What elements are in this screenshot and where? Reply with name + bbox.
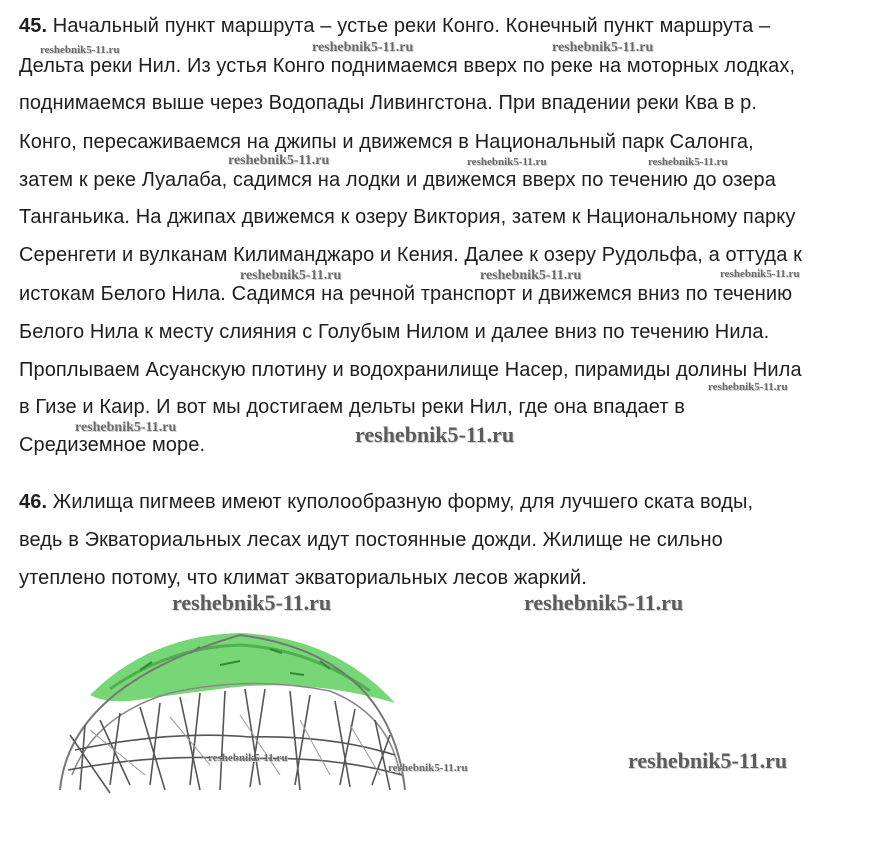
task45-number: 45.: [19, 15, 48, 37]
task45-line-6: Танганьика. На джипах движемся к озеру Виктория, затем к Национальному парку: [19, 206, 796, 228]
task45-line-10: Проплываем Асуанскую плотину и водохранилище Насер, пирамиды долины Нила: [19, 359, 802, 381]
watermark: reshebnik5-11.ru: [75, 420, 177, 435]
task46-line-3: утеплено потому, что климат экваториальных лесов жаркий.: [19, 567, 587, 589]
watermark: reshebnik5-11.ru: [355, 422, 515, 447]
pygmy-hut-illustration: [50, 625, 420, 800]
watermark: reshebnik5-11.ru: [467, 156, 547, 168]
task45-line-9: Белого Нила к месту слияния с Голубым Нилом и далее вниз по течению Нила.: [19, 321, 770, 343]
task45-line-8: истокам Белого Нила. Садимся на речной транспорт и движемся вниз по течению: [19, 283, 793, 305]
task46-number: 46.: [19, 491, 48, 513]
task45-line-5: затем к реке Луалаба, садимся на лодки и движемся вверх по течению до озера: [19, 169, 776, 191]
task46-line-1: 46. Жилища пигмеев имеют куполообразную форму, для лучшего ската воды,: [19, 491, 754, 513]
watermark: reshebnik5-11.ru: [480, 268, 582, 283]
task46-line-2: ведь в Экваториальных лесах идут постоянные дожди. Жилище не сильно: [19, 529, 723, 551]
watermark: reshebnik5-11.ru: [172, 590, 332, 615]
task45-line-7: Серенгети и вулканам Килиманджаро и Кения. Далее к озеру Рудольфа, а оттуда к: [19, 244, 802, 266]
task45-line-11: в Гизе и Каир. И вот мы достигаем дельты реки Нил, где она впадает в: [19, 396, 685, 418]
task45-line-1: 45. Начальный пункт маршрута – устье реки Конго. Конечный пункт маршрута –: [19, 15, 771, 37]
watermark: reshebnik5-11.ru: [240, 268, 342, 283]
task45-line-12: Средиземное море.: [19, 434, 206, 456]
task45-line-3: поднимаемся выше через Водопады Ливингстона. При впадении реки Ква в р.: [19, 92, 757, 114]
watermark: reshebnik5-11.ru: [228, 153, 330, 168]
watermark: reshebnik5-11.ru: [524, 590, 684, 615]
watermark: reshebnik5-11.ru: [208, 752, 288, 764]
watermark: reshebnik5-11.ru: [312, 40, 414, 55]
watermark: reshebnik5-11.ru: [648, 156, 728, 168]
watermark: reshebnik5-11.ru: [628, 748, 788, 773]
task45-line-4: Конго, пересаживаемся на джипы и движемся в Национальный парк Салонга,: [19, 131, 754, 153]
watermark: reshebnik5-11.ru: [388, 762, 468, 774]
task45-line-2: Дельта реки Нил. Из устья Конго поднимаемся вверх по реке на моторных лодках,: [19, 55, 796, 77]
watermark: reshebnik5-11.ru: [708, 381, 788, 393]
watermark: reshebnik5-11.ru: [720, 268, 800, 280]
watermark: reshebnik5-11.ru: [40, 44, 120, 56]
watermark: reshebnik5-11.ru: [552, 40, 654, 55]
